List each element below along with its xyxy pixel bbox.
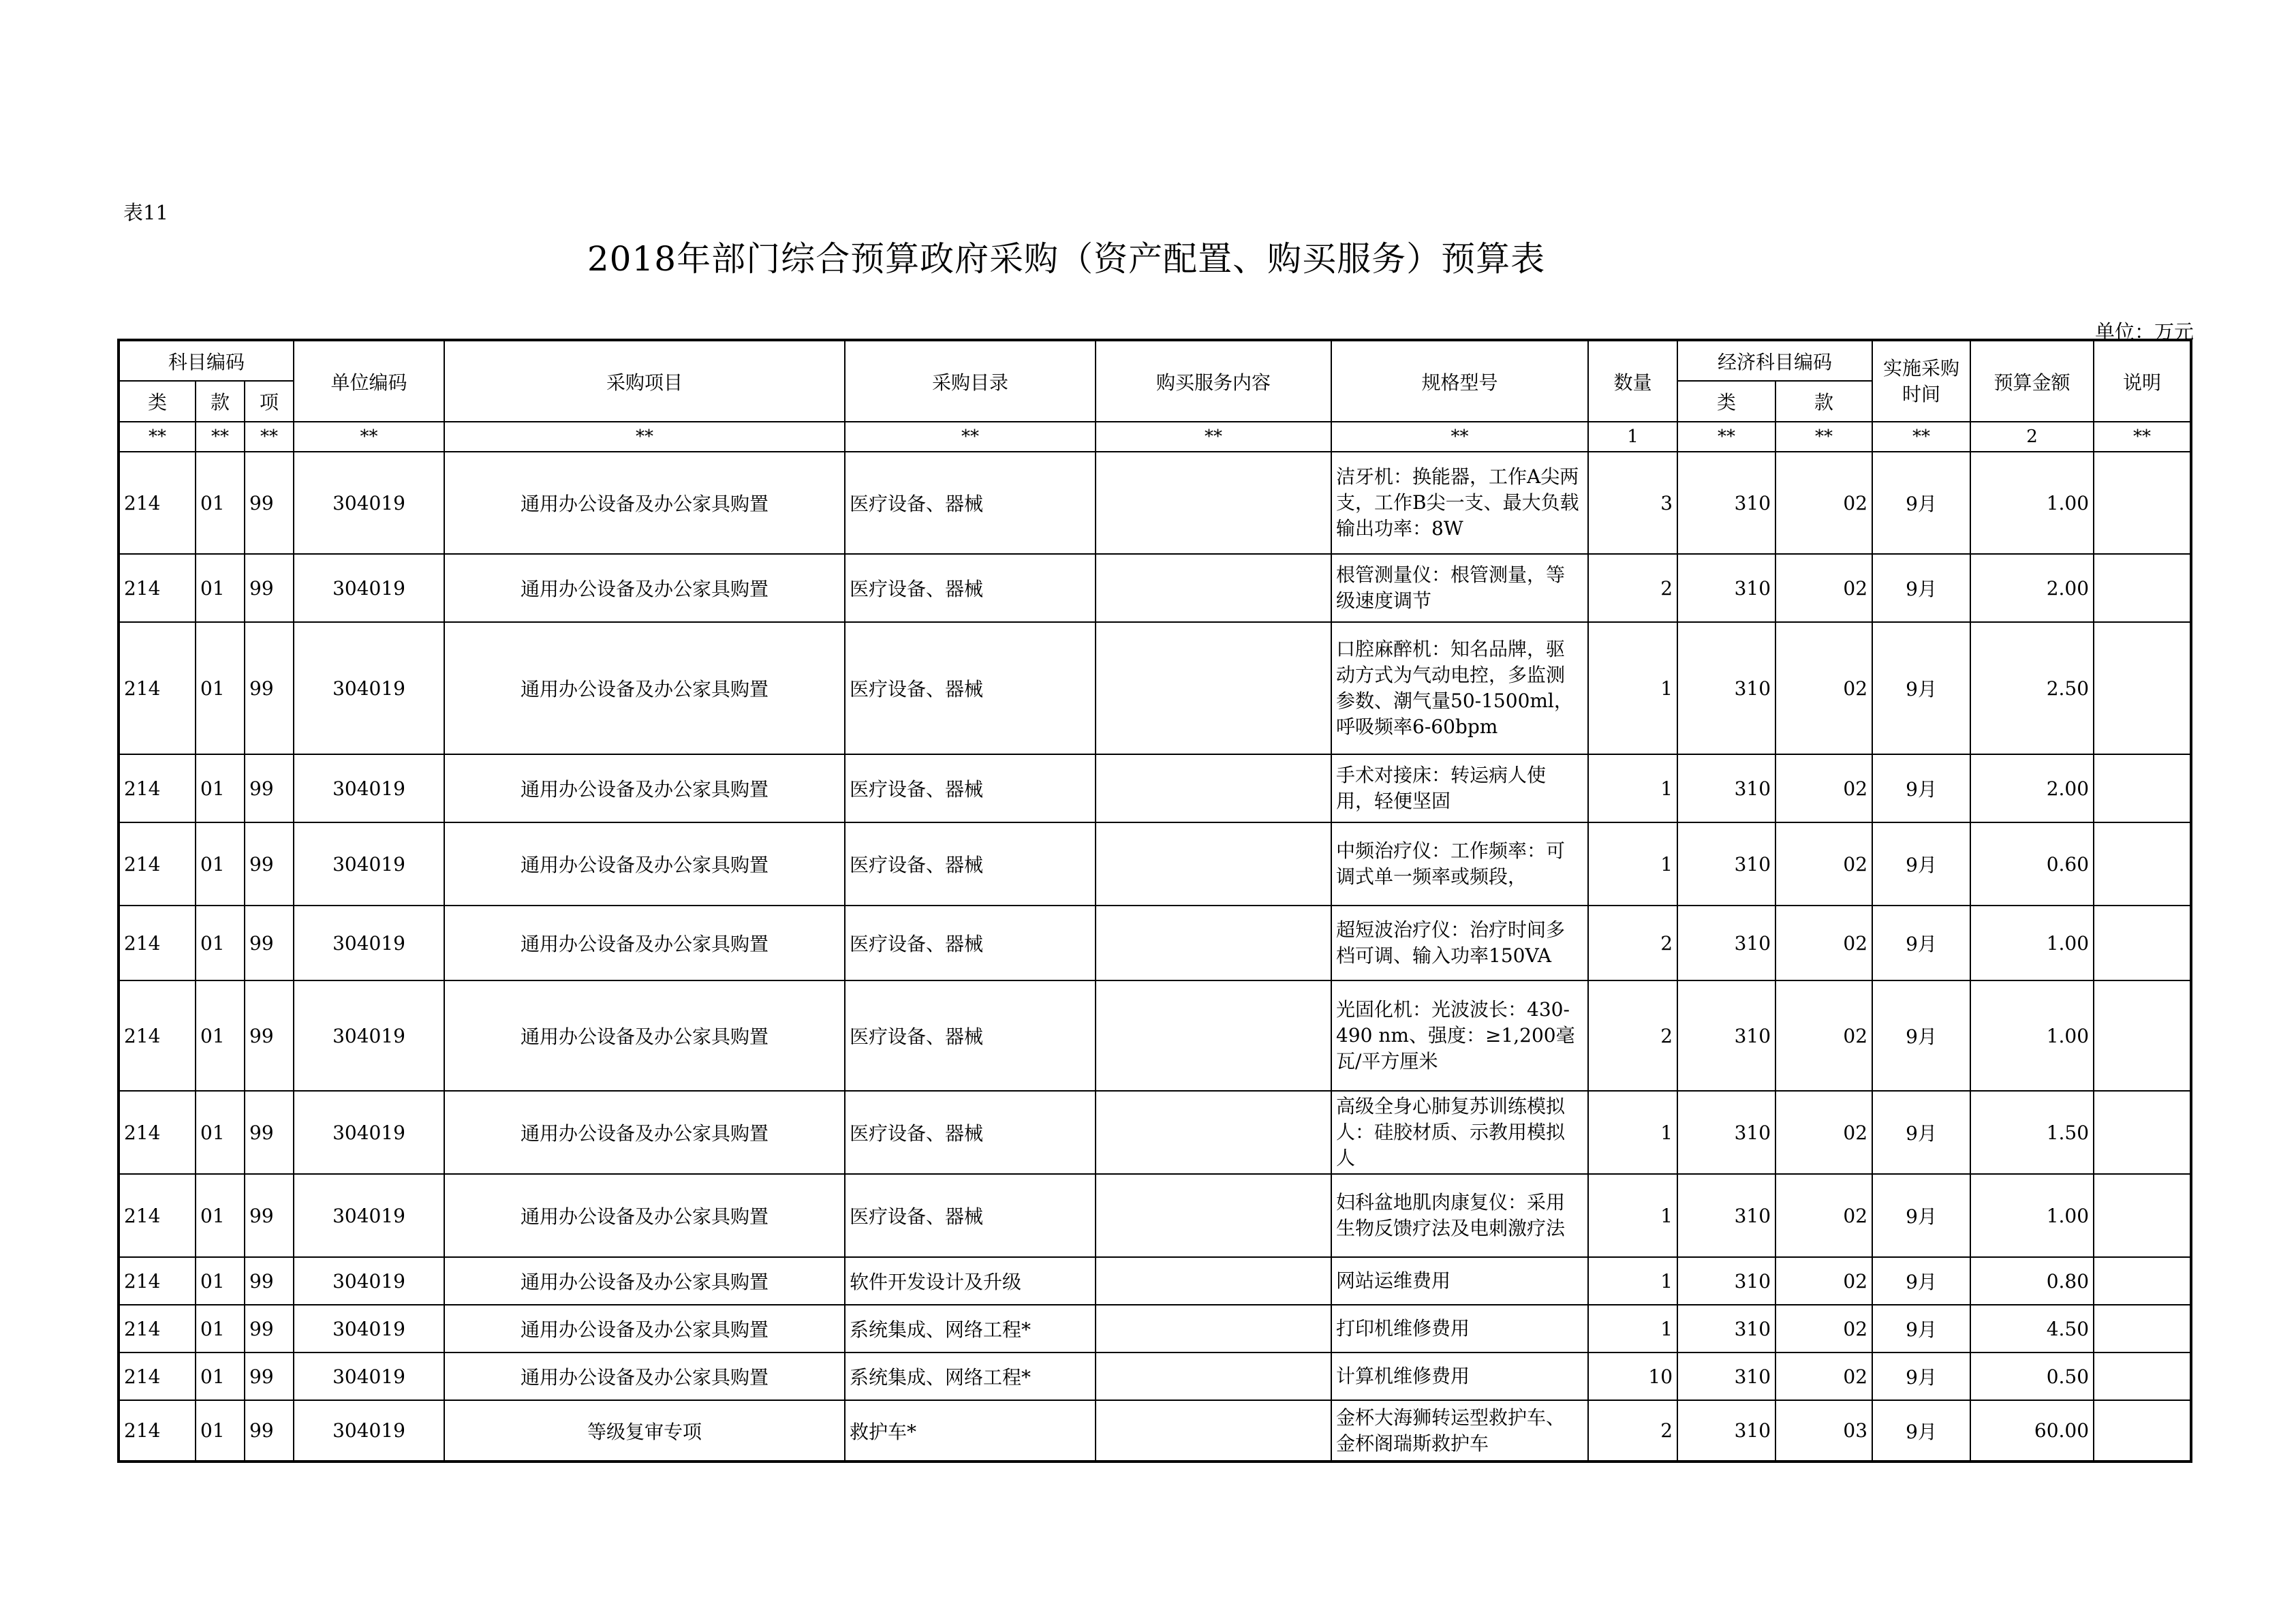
cell-xiang: 99 (245, 1257, 294, 1305)
cell-xiang: 99 (245, 1352, 294, 1400)
table-row (119, 1305, 2191, 1352)
cell-time: 9月 (1872, 1400, 1970, 1462)
cell-unit-code: 304019 (294, 1257, 444, 1305)
unit-label: 单位：万元 (2094, 320, 2194, 343)
cell-econ-lei: 310 (1677, 822, 1775, 906)
cell-unit-code: 304019 (294, 980, 444, 1091)
header-note: 说明 (2094, 340, 2191, 422)
cell-qty: 10 (1588, 1352, 1677, 1400)
cell-unit-code: 304019 (294, 622, 444, 754)
cell-service (1096, 452, 1331, 554)
marker-cell: ** (2094, 422, 2191, 452)
cell-unit-code: 304019 (294, 1305, 444, 1352)
marker-cell: ** (444, 422, 845, 452)
table-id: 表11 (123, 201, 168, 224)
cell-amount: 0.80 (1970, 1257, 2094, 1305)
cell-qty: 2 (1588, 980, 1677, 1091)
table-row (119, 452, 2191, 554)
cell-time: 9月 (1872, 1257, 1970, 1305)
cell-econ-lei: 310 (1677, 452, 1775, 554)
title-text: 2018年部门综合预算政府采购（资产配置、购买服务）预算表 (587, 239, 1546, 279)
cell-kuan: 01 (196, 822, 245, 906)
cell-xiang: 99 (245, 906, 294, 980)
marker-cell: ** (1096, 422, 1331, 452)
cell-project: 通用办公设备及办公家具购置 (444, 906, 845, 980)
cell-amount: 1.50 (1970, 1091, 2094, 1174)
cell-project: 通用办公设备及办公家具购置 (444, 1257, 845, 1305)
cell-econ-kuan: 02 (1775, 1257, 1872, 1305)
cell-catalog: 医疗设备、器械 (845, 822, 1096, 906)
cell-econ-lei: 310 (1677, 754, 1775, 822)
cell-time: 9月 (1872, 1305, 1970, 1352)
cell-note (2094, 1352, 2191, 1400)
cell-service (1096, 754, 1331, 822)
header-unit-code: 单位编码 (294, 340, 444, 422)
cell-xiang: 99 (245, 822, 294, 906)
cell-lei: 214 (119, 906, 196, 980)
cell-note (2094, 452, 2191, 554)
cell-amount: 4.50 (1970, 1305, 2094, 1352)
cell-note (2094, 1400, 2191, 1462)
cell-service (1096, 1091, 1331, 1174)
table-row (119, 1400, 2191, 1462)
cell-xiang: 99 (245, 1091, 294, 1174)
cell-service (1096, 980, 1331, 1091)
cell-spec: 计算机维修费用 (1331, 1352, 1588, 1400)
table-row (119, 980, 2191, 1091)
cell-qty: 1 (1588, 1305, 1677, 1352)
cell-qty: 1 (1588, 822, 1677, 906)
cell-spec: 洁牙机：换能器，工作A尖两支，工作B尖一支、最大负载输出功率：8W (1331, 452, 1588, 554)
cell-kuan: 01 (196, 1091, 245, 1174)
marker-cell: ** (196, 422, 245, 452)
cell-catalog: 医疗设备、器械 (845, 980, 1096, 1091)
cell-xiang: 99 (245, 554, 294, 622)
table-row (119, 1352, 2191, 1400)
cell-unit-code: 304019 (294, 1400, 444, 1462)
cell-amount: 0.50 (1970, 1352, 2094, 1400)
cell-service (1096, 1305, 1331, 1352)
cell-service (1096, 622, 1331, 754)
header-econ-lei: 类 (1677, 381, 1775, 422)
marker-cell: ** (1872, 422, 1970, 452)
cell-lei: 214 (119, 554, 196, 622)
cell-note (2094, 554, 2191, 622)
cell-catalog: 系统集成、网络工程* (845, 1352, 1096, 1400)
cell-xiang: 99 (245, 754, 294, 822)
cell-econ-lei: 310 (1677, 1091, 1775, 1174)
cell-qty: 2 (1588, 906, 1677, 980)
cell-xiang: 99 (245, 452, 294, 554)
cell-xiang: 99 (245, 1305, 294, 1352)
cell-econ-kuan: 02 (1775, 1305, 1872, 1352)
marker-cell: ** (1331, 422, 1588, 452)
header-time: 实施采购时间 (1872, 340, 1970, 422)
cell-qty: 2 (1588, 554, 1677, 622)
cell-econ-lei: 310 (1677, 554, 1775, 622)
cell-econ-kuan: 02 (1775, 622, 1872, 754)
cell-econ-lei: 310 (1677, 1305, 1775, 1352)
cell-lei: 214 (119, 1174, 196, 1257)
cell-note (2094, 822, 2191, 906)
cell-econ-kuan: 02 (1775, 554, 1872, 622)
cell-catalog: 软件开发设计及升级 (845, 1257, 1096, 1305)
cell-kuan: 01 (196, 1400, 245, 1462)
cell-project: 通用办公设备及办公家具购置 (444, 1091, 845, 1174)
header-quantity: 数量 (1588, 340, 1677, 422)
cell-note (2094, 1091, 2191, 1174)
cell-catalog: 医疗设备、器械 (845, 554, 1096, 622)
cell-spec: 打印机维修费用 (1331, 1305, 1588, 1352)
cell-econ-kuan: 02 (1775, 906, 1872, 980)
cell-lei: 214 (119, 822, 196, 906)
cell-time: 9月 (1872, 906, 1970, 980)
cell-kuan: 01 (196, 1352, 245, 1400)
table-row (119, 622, 2191, 754)
cell-note (2094, 1257, 2191, 1305)
cell-lei: 214 (119, 1305, 196, 1352)
cell-unit-code: 304019 (294, 1352, 444, 1400)
cell-econ-kuan: 02 (1775, 822, 1872, 906)
cell-econ-kuan: 02 (1775, 980, 1872, 1091)
cell-catalog: 医疗设备、器械 (845, 754, 1096, 822)
cell-unit-code: 304019 (294, 554, 444, 622)
cell-unit-code: 304019 (294, 906, 444, 980)
cell-unit-code: 304019 (294, 1091, 444, 1174)
cell-time: 9月 (1872, 452, 1970, 554)
header-amount: 预算金额 (1970, 340, 2094, 422)
cell-note (2094, 1305, 2191, 1352)
cell-lei: 214 (119, 754, 196, 822)
cell-lei: 214 (119, 452, 196, 554)
cell-amount: 2.00 (1970, 754, 2094, 822)
cell-lei: 214 (119, 622, 196, 754)
cell-unit-code: 304019 (294, 452, 444, 554)
marker-cell: ** (294, 422, 444, 452)
header-kuan: 款 (196, 381, 245, 422)
cell-time: 9月 (1872, 980, 1970, 1091)
table-row (119, 754, 2191, 822)
cell-econ-lei: 310 (1677, 1257, 1775, 1305)
cell-kuan: 01 (196, 554, 245, 622)
cell-time: 9月 (1872, 1352, 1970, 1400)
cell-kuan: 01 (196, 622, 245, 754)
header-lei: 类 (119, 381, 196, 422)
cell-amount: 1.00 (1970, 906, 2094, 980)
cell-qty: 1 (1588, 1091, 1677, 1174)
cell-kuan: 01 (196, 980, 245, 1091)
cell-econ-lei: 310 (1677, 906, 1775, 980)
cell-project: 通用办公设备及办公家具购置 (444, 1174, 845, 1257)
marker-cell: ** (1677, 422, 1775, 452)
cell-note (2094, 754, 2191, 822)
cell-service (1096, 1352, 1331, 1400)
cell-project: 通用办公设备及办公家具购置 (444, 822, 845, 906)
cell-catalog: 医疗设备、器械 (845, 906, 1096, 980)
cell-unit-code: 304019 (294, 754, 444, 822)
marker-cell: ** (845, 422, 1096, 452)
cell-xiang: 99 (245, 1400, 294, 1462)
cell-amount: 2.50 (1970, 622, 2094, 754)
cell-project: 通用办公设备及办公家具购置 (444, 754, 845, 822)
cell-amount: 0.60 (1970, 822, 2094, 906)
marker-row (119, 422, 2191, 452)
cell-catalog: 医疗设备、器械 (845, 622, 1096, 754)
cell-spec: 超短波治疗仪：治疗时间多档可调、输入功率150VA (1331, 906, 1588, 980)
cell-xiang: 99 (245, 980, 294, 1091)
header-project: 采购项目 (444, 340, 845, 422)
cell-econ-kuan: 02 (1775, 1352, 1872, 1400)
cell-catalog: 医疗设备、器械 (845, 1174, 1096, 1257)
cell-amount: 60.00 (1970, 1400, 2094, 1462)
cell-lei: 214 (119, 1091, 196, 1174)
header-catalog: 采购目录 (845, 340, 1096, 422)
header-econ-code: 经济科目编码 (1677, 340, 1872, 381)
cell-service (1096, 1257, 1331, 1305)
cell-qty: 1 (1588, 1257, 1677, 1305)
marker-cell: ** (245, 422, 294, 452)
cell-note (2094, 906, 2191, 980)
cell-lei: 214 (119, 1352, 196, 1400)
table-row (119, 906, 2191, 980)
cell-qty: 1 (1588, 1174, 1677, 1257)
cell-time: 9月 (1872, 1174, 1970, 1257)
cell-time: 9月 (1872, 822, 1970, 906)
cell-time: 9月 (1872, 754, 1970, 822)
cell-lei: 214 (119, 1257, 196, 1305)
cell-service (1096, 822, 1331, 906)
cell-lei: 214 (119, 1400, 196, 1462)
cell-service (1096, 1174, 1331, 1257)
cell-spec: 金杯大海狮转运型救护车、金杯阁瑞斯救护车 (1331, 1400, 1588, 1462)
cell-qty: 3 (1588, 452, 1677, 554)
cell-project: 通用办公设备及办公家具购置 (444, 622, 845, 754)
cell-note (2094, 980, 2191, 1091)
cell-kuan: 01 (196, 1174, 245, 1257)
cell-spec: 妇科盆地肌肉康复仪：采用生物反馈疗法及电刺激疗法 (1331, 1174, 1588, 1257)
cell-qty: 1 (1588, 754, 1677, 822)
cell-spec: 口腔麻醉机：知名品牌，驱动方式为气动电控，多监测参数、潮气量50-1500ml，呼吸频率6-60bpm (1331, 622, 1588, 754)
cell-catalog: 系统集成、网络工程* (845, 1305, 1096, 1352)
marker-cell: 2 (1970, 422, 2094, 452)
cell-spec: 手术对接床：转运病人使用，轻便坚固 (1331, 754, 1588, 822)
cell-project: 通用办公设备及办公家具购置 (444, 1305, 845, 1352)
cell-amount: 1.00 (1970, 452, 2094, 554)
cell-service (1096, 906, 1331, 980)
cell-project: 通用办公设备及办公家具购置 (444, 554, 845, 622)
cell-econ-kuan: 02 (1775, 1174, 1872, 1257)
cell-project: 通用办公设备及办公家具购置 (444, 1352, 845, 1400)
cell-service (1096, 1400, 1331, 1462)
cell-econ-kuan: 02 (1775, 452, 1872, 554)
cell-econ-lei: 310 (1677, 1352, 1775, 1400)
cell-time: 9月 (1872, 1091, 1970, 1174)
cell-amount: 2.00 (1970, 554, 2094, 622)
cell-service (1096, 554, 1331, 622)
cell-spec: 高级全身心肺复苏训练模拟人：硅胶材质、示教用模拟人 (1331, 1091, 1588, 1174)
cell-econ-lei: 310 (1677, 1174, 1775, 1257)
header-econ-kuan: 款 (1775, 381, 1872, 422)
marker-cell: ** (1775, 422, 1872, 452)
marker-cell: 1 (1588, 422, 1677, 452)
budget-table (117, 339, 2192, 1463)
table-row (119, 1174, 2191, 1257)
cell-project: 通用办公设备及办公家具购置 (444, 980, 845, 1091)
cell-econ-lei: 310 (1677, 980, 1775, 1091)
header-service: 购买服务内容 (1096, 340, 1331, 422)
cell-note (2094, 622, 2191, 754)
cell-spec: 中频治疗仪：工作频率：可调式单一频率或频段， (1331, 822, 1588, 906)
marker-cell: ** (119, 422, 196, 452)
header-xiang: 项 (245, 381, 294, 422)
cell-unit-code: 304019 (294, 1174, 444, 1257)
cell-kuan: 01 (196, 906, 245, 980)
cell-amount: 1.00 (1970, 980, 2094, 1091)
header-subject-code: 科目编码 (119, 340, 294, 381)
cell-econ-kuan: 02 (1775, 754, 1872, 822)
table-row (119, 1257, 2191, 1305)
table-row (119, 822, 2191, 906)
cell-qty: 2 (1588, 1400, 1677, 1462)
cell-kuan: 01 (196, 754, 245, 822)
cell-spec: 根管测量仪：根管测量，等级速度调节 (1331, 554, 1588, 622)
cell-econ-lei: 310 (1677, 1400, 1775, 1462)
cell-qty: 1 (1588, 622, 1677, 754)
cell-econ-lei: 310 (1677, 622, 1775, 754)
cell-project: 等级复审专项 (444, 1400, 845, 1462)
cell-time: 9月 (1872, 622, 1970, 754)
table-row (119, 1091, 2191, 1174)
cell-kuan: 01 (196, 452, 245, 554)
cell-catalog: 救护车* (845, 1400, 1096, 1462)
cell-catalog: 医疗设备、器械 (845, 1091, 1096, 1174)
cell-catalog: 医疗设备、器械 (845, 452, 1096, 554)
cell-kuan: 01 (196, 1257, 245, 1305)
page-title (0, 232, 2296, 281)
cell-amount: 1.00 (1970, 1174, 2094, 1257)
cell-spec: 网站运维费用 (1331, 1257, 1588, 1305)
cell-econ-kuan: 02 (1775, 1091, 1872, 1174)
cell-econ-kuan: 03 (1775, 1400, 1872, 1462)
cell-note (2094, 1174, 2191, 1257)
cell-kuan: 01 (196, 1305, 245, 1352)
cell-unit-code: 304019 (294, 822, 444, 906)
cell-spec: 光固化机：光波波长：430-490 nm、强度：≥1,200毫瓦/平方厘米 (1331, 980, 1588, 1091)
cell-time: 9月 (1872, 554, 1970, 622)
cell-lei: 214 (119, 980, 196, 1091)
cell-project: 通用办公设备及办公家具购置 (444, 452, 845, 554)
table-row (119, 554, 2191, 622)
header-spec: 规格型号 (1331, 340, 1588, 422)
cell-xiang: 99 (245, 1174, 294, 1257)
cell-xiang: 99 (245, 622, 294, 754)
